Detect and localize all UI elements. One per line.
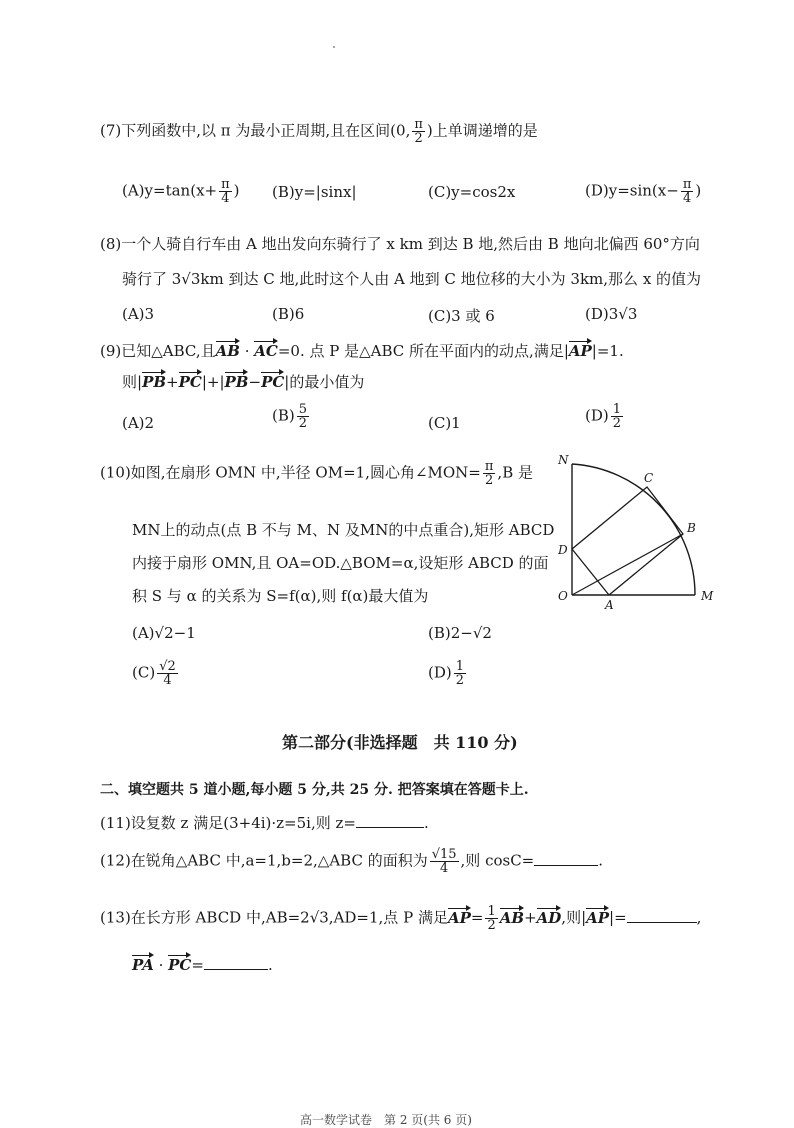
frac-num: 5 <box>298 402 308 417</box>
frac-den: 2 <box>455 673 465 688</box>
vector-ad: AD <box>536 908 562 927</box>
q8-line1: (8)一个人骑自行车由 A 地出发向东骑行了 x km 到达 B 地,然后由 B 地向北偏西 60°方向 <box>100 235 700 253</box>
label-b: B <box>687 521 696 535</box>
q13-text-post: |= <box>609 908 627 927</box>
q9-text: (9)已知△ABC,且 <box>100 342 216 360</box>
q10-option-a: (A)√2−1 <box>132 624 196 642</box>
vector-pb: PB <box>142 373 167 391</box>
part2-title: 第二部分(非选择题 共 110 分) <box>282 733 518 752</box>
dot-operator: · <box>153 956 169 974</box>
q9-line1 <box>100 340 624 361</box>
frac-den: 2 <box>612 416 622 431</box>
frac-num: 1 <box>612 402 622 417</box>
frac-num: √15 <box>431 847 457 862</box>
frac-den: 4 <box>682 191 692 206</box>
vector-ap: AP <box>447 908 471 927</box>
q8-option-c: (C)3 或 6 <box>428 307 495 325</box>
q7-stem-fraction <box>412 118 425 145</box>
frac-den: 2 <box>487 918 496 933</box>
q9-text-mid: =0. 点 P 是△ABC 所在平面内的动点,满足| <box>277 342 569 360</box>
q12-text-post: ,则 cosC= <box>460 851 535 870</box>
answer-blank[interactable] <box>356 813 424 828</box>
q9-text: 则| <box>122 373 143 391</box>
q10-line3: 内接于扇形 OMN,且 OA=OD.△BOM=α,设矩形 ABCD 的面 <box>132 554 549 572</box>
q13-comma: , <box>696 908 702 927</box>
vector-pa: PA <box>132 956 154 974</box>
q7-stem <box>100 118 538 145</box>
q9-option-c: (C)1 <box>428 414 461 432</box>
frac-num: π <box>484 459 494 474</box>
equals-sign: = <box>470 908 484 927</box>
dot-operator: · <box>239 342 255 360</box>
q8-option-a: (A)3 <box>122 305 155 323</box>
q8-line2: 骑行了 3√3km 到达 C 地,此时这个人由 A 地到 C 地位移的大小为 3km,那么 x 的值为 <box>122 270 702 288</box>
q7-stem-text: (7)下列函数中,以 π 为最小正周期,且在区间(0, <box>100 121 411 140</box>
q10-fraction <box>483 460 496 487</box>
q10-text: (10)如图,在扇形 OMN 中,半径 OM=1,圆心角∠MON= <box>100 463 481 482</box>
answer-blank[interactable] <box>204 955 268 970</box>
label-n: N <box>558 453 569 467</box>
option-text: (C) <box>132 663 156 682</box>
q9-option-d <box>585 403 625 430</box>
section2-heading: 二、填空题共 5 道小题,每小题 5 分,共 25 分. 把答案填在答题卡上. <box>100 782 529 798</box>
frac-den: 2 <box>298 416 308 431</box>
vector-ap: AP <box>586 908 610 927</box>
label-d: D <box>558 543 568 557</box>
page-footer: 高一数学试卷 第 2 页(共 6 页) <box>300 1113 472 1127</box>
segment-ob <box>572 534 683 595</box>
q9-option-a: (A)2 <box>122 414 155 432</box>
rectangle-abcd <box>572 487 683 595</box>
q13-line1 <box>100 905 701 932</box>
frac-num: √2 <box>159 659 176 674</box>
q9-option-b <box>272 403 311 430</box>
frac-num: π <box>221 177 230 192</box>
q10-line4: 积 S 与 α 的关系为 S=f(α),则 f(α)最大值为 <box>132 587 429 605</box>
q11-end: . <box>423 814 429 832</box>
q12 <box>100 848 603 875</box>
label-a: A <box>605 598 614 612</box>
q10-line2: MN上的动点(点 B 不与 M、N 及MN的中点重合),矩形 ABCD <box>132 521 555 539</box>
q7-stem-text-post: )上单调递增的是 <box>426 121 538 140</box>
q9-text-post: |的最小值为 <box>284 373 365 391</box>
q10-option-c <box>132 660 180 687</box>
option-text: (D) <box>428 663 452 682</box>
option-fraction <box>611 403 623 430</box>
label-o: O <box>558 589 568 603</box>
q12-text: (12)在锐角△ABC 中,a=1,b=2,△ABC 的面积为 <box>100 851 428 870</box>
option-fraction <box>681 178 694 205</box>
frac-den: 4 <box>439 861 449 876</box>
q8-option-b: (B)6 <box>272 305 305 323</box>
q7-option-a <box>122 178 240 205</box>
q10-option-b: (B)2−√2 <box>428 624 492 642</box>
frac-num: 1 <box>487 904 496 919</box>
plus-operator: + <box>166 373 179 391</box>
frac-den: 2 <box>485 473 494 488</box>
q7-option-b: (B)y=|sinx| <box>272 183 357 201</box>
q13-text-mid: ,则| <box>561 908 587 927</box>
q12-end: . <box>598 851 604 870</box>
frac-num: π <box>414 117 423 132</box>
option-text: (A)y=tan(x+ <box>122 181 218 200</box>
q13-text: (13)在长方形 ABCD 中,AB=2√3,AD=1,点 P 满足 <box>100 908 448 927</box>
vector-pc: PC <box>168 956 192 974</box>
minus-operator: − <box>248 373 262 391</box>
plus-operator: + <box>524 908 537 927</box>
q13-fraction <box>485 905 497 932</box>
vector-pc: PC <box>261 373 285 391</box>
option-text-post: ) <box>233 181 240 200</box>
vector-ab: AB <box>499 908 525 927</box>
label-c: C <box>644 471 654 485</box>
q12-fraction <box>430 848 459 875</box>
q9-text-post: |=1. <box>591 342 624 360</box>
option-text-post: ) <box>695 181 702 200</box>
vector-ap: AP <box>568 342 592 360</box>
q11-text: (11)设复数 z 满足(3+4i)·z=5i,则 z= <box>100 814 356 832</box>
q13-line2 <box>132 955 273 974</box>
option-text: (D) <box>585 406 609 425</box>
vector-ab: AB <box>215 342 240 360</box>
q7-option-d <box>585 178 701 205</box>
option-fraction <box>454 660 466 687</box>
vector-pc: PC <box>178 373 202 391</box>
frac-den: 4 <box>163 673 172 688</box>
q11 <box>100 812 429 833</box>
q9-line2 <box>122 371 364 392</box>
vector-ac: AC <box>254 342 278 360</box>
q10-text-post: ,B 是 <box>497 463 533 482</box>
frac-num: π <box>682 177 692 192</box>
q10-option-d <box>428 660 468 687</box>
option-text: (B) <box>272 406 295 425</box>
q13-end: . <box>267 956 273 974</box>
option-fraction <box>297 403 309 430</box>
answer-blank[interactable] <box>534 851 598 866</box>
q10-line1 <box>100 460 533 487</box>
frac-den: 4 <box>221 191 230 206</box>
frac-den: 2 <box>414 131 423 146</box>
label-m: M <box>701 589 714 603</box>
q8-option-d: (D)3√3 <box>585 305 638 323</box>
q7-option-c: (C)y=cos2x <box>428 183 516 201</box>
frac-num: 1 <box>455 659 465 674</box>
q9-text-mid: |+| <box>201 373 225 391</box>
scan-speck <box>333 46 335 48</box>
option-text: (D)y=sin(x− <box>585 181 679 200</box>
option-fraction <box>219 178 232 205</box>
sector-figure <box>550 452 720 612</box>
equals-sign: = <box>191 956 204 974</box>
answer-blank[interactable] <box>627 908 697 923</box>
vector-pb: PB <box>224 373 249 391</box>
option-fraction <box>157 660 178 687</box>
